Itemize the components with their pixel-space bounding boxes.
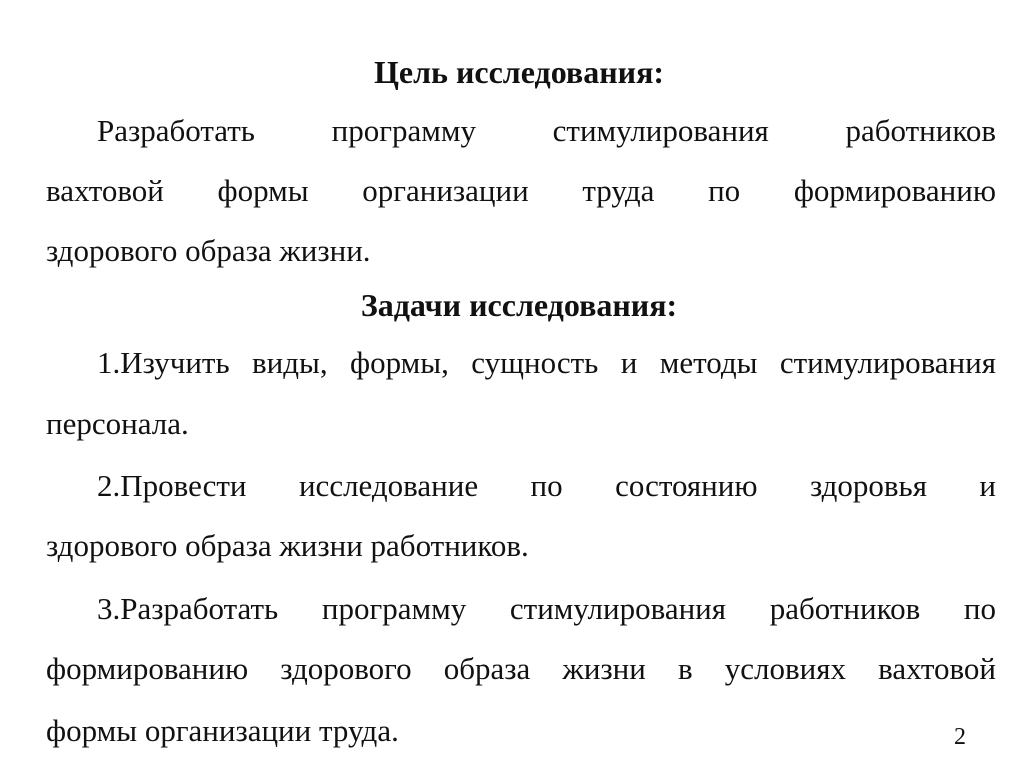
goal-line: Разработать программу стимулирования работников (97, 113, 996, 148)
task-line: 3.Разработать программу стимулирования работников по (97, 591, 996, 626)
task-line: здорового образа жизни работников. (46, 528, 529, 563)
task-line: 1.Изучить виды, формы, сущность и методы стимулирования (97, 345, 996, 380)
goal-title: Цель исследования: (373, 54, 665, 90)
page-number: 2 (954, 724, 966, 750)
task-line: персонала. (46, 406, 189, 441)
tasks-title: Задачи исследования: (360, 287, 678, 323)
goal-line: вахтовой формы организации труда по формированию (46, 173, 996, 208)
task-line: 2.Провести исследование по состоянию здоровья и (97, 468, 996, 503)
task-line: формированию здорового образа жизни в условиях вахтовой (46, 651, 996, 686)
task-line: формы организации труда. (46, 713, 399, 748)
goal-line: здорового образа жизни. (46, 233, 371, 268)
